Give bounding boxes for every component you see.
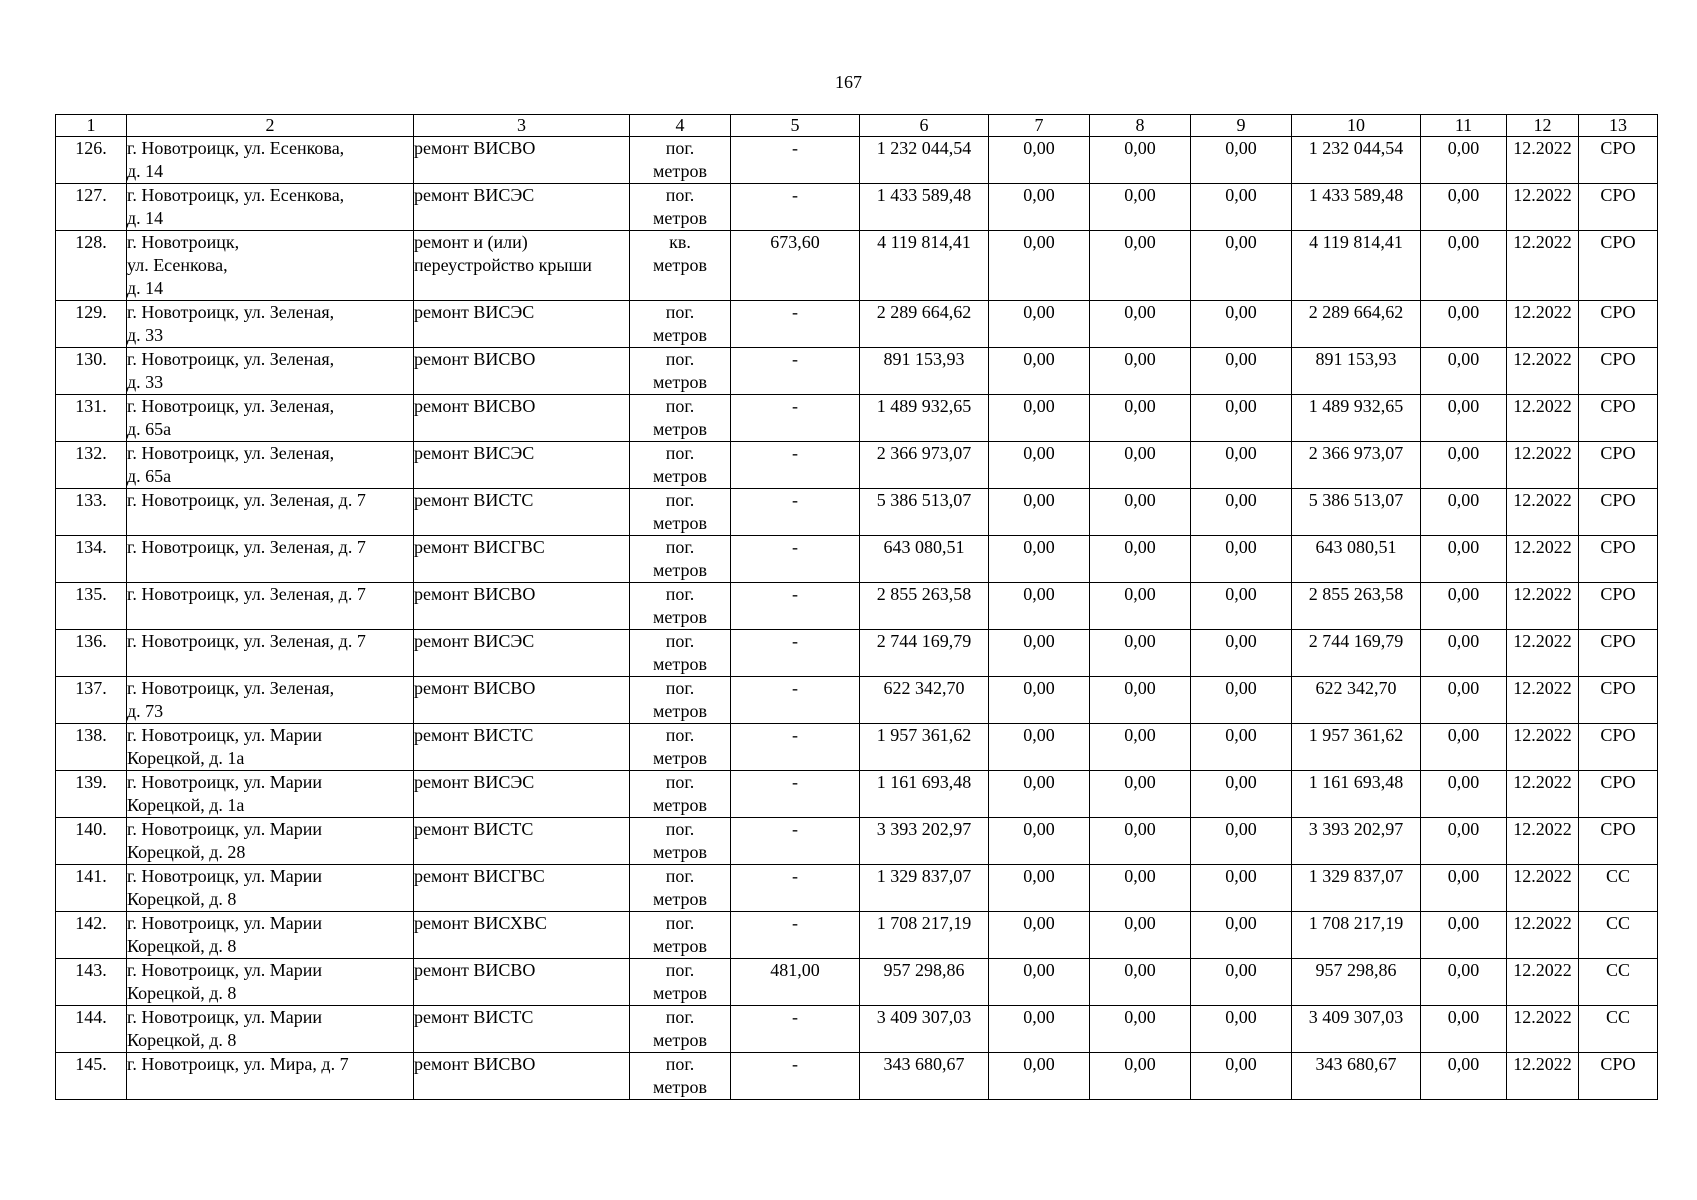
value-cell: 0,00	[1421, 677, 1507, 724]
value-cell: 0,00	[989, 630, 1090, 677]
table-row	[56, 724, 1658, 771]
value-cell: 0,00	[989, 771, 1090, 818]
value-cell: 0,00	[1191, 630, 1292, 677]
column-header: 4	[630, 115, 731, 137]
value-cell: 0,00	[1421, 442, 1507, 489]
value-cell: 0,00	[1191, 724, 1292, 771]
value-cell: 0,00	[1090, 677, 1191, 724]
cost-cell: 891 153,93	[1292, 348, 1421, 395]
address-cell: г. Новотроицк, ул. Марии Корецкой, д. 8	[127, 865, 414, 912]
value-cell: 0,00	[1191, 184, 1292, 231]
value-cell: 0,00	[1421, 630, 1507, 677]
value-cell: 0,00	[989, 184, 1090, 231]
deadline-cell: 12.2022	[1507, 630, 1579, 677]
value-cell: 0,00	[989, 395, 1090, 442]
value-cell: 0,00	[989, 348, 1090, 395]
value-cell: 0,00	[1191, 677, 1292, 724]
deadline-cell: 12.2022	[1507, 959, 1579, 1006]
work-type-cell: ремонт ВИСВО	[414, 677, 630, 724]
cost-cell: 622 342,70	[1292, 677, 1421, 724]
cost-cell: 2 366 973,07	[1292, 442, 1421, 489]
work-type-cell: ремонт ВИСТС	[414, 724, 630, 771]
value-cell: 0,00	[1090, 818, 1191, 865]
total-cost-cell: 2 744 169,79	[860, 630, 989, 677]
value-cell: 0,00	[1090, 137, 1191, 184]
value-cell: 0,00	[1421, 724, 1507, 771]
value-cell: 0,00	[989, 1053, 1090, 1100]
method-cell: СРО	[1579, 677, 1658, 724]
unit-cell: кв. метров	[630, 231, 731, 301]
total-cost-cell: 1 957 361,62	[860, 724, 989, 771]
value-cell: 0,00	[1090, 912, 1191, 959]
value-cell: 0,00	[989, 231, 1090, 301]
method-cell: СРО	[1579, 818, 1658, 865]
value-cell: 0,00	[1191, 137, 1292, 184]
table-row	[56, 630, 1658, 677]
table-row	[56, 959, 1658, 1006]
value-cell: 0,00	[989, 959, 1090, 1006]
column-header: 2	[127, 115, 414, 137]
total-cost-cell: 3 393 202,97	[860, 818, 989, 865]
volume-cell: -	[731, 583, 860, 630]
value-cell: 0,00	[1421, 865, 1507, 912]
unit-cell: пог. метров	[630, 677, 731, 724]
value-cell: 0,00	[989, 677, 1090, 724]
value-cell: 0,00	[1191, 536, 1292, 583]
total-cost-cell: 1 433 589,48	[860, 184, 989, 231]
column-header: 7	[989, 115, 1090, 137]
page-number: 167	[835, 72, 862, 92]
row-number: 131.	[56, 395, 127, 442]
table-row	[56, 536, 1658, 583]
row-number: 140.	[56, 818, 127, 865]
total-cost-cell: 1 161 693,48	[860, 771, 989, 818]
value-cell: 0,00	[1421, 395, 1507, 442]
table-row	[56, 771, 1658, 818]
volume-cell: -	[731, 865, 860, 912]
value-cell: 0,00	[1191, 231, 1292, 301]
total-cost-cell: 2 289 664,62	[860, 301, 989, 348]
work-type-cell: ремонт ВИСТС	[414, 489, 630, 536]
row-number: 127.	[56, 184, 127, 231]
cost-cell: 5 386 513,07	[1292, 489, 1421, 536]
method-cell: СРО	[1579, 630, 1658, 677]
unit-cell: пог. метров	[630, 771, 731, 818]
cost-cell: 4 119 814,41	[1292, 231, 1421, 301]
address-cell: г. Новотроицк, ул. Зеленая, д. 65а	[127, 395, 414, 442]
deadline-cell: 12.2022	[1507, 583, 1579, 630]
table-row	[56, 442, 1658, 489]
work-type-cell: ремонт ВИСЭС	[414, 442, 630, 489]
value-cell: 0,00	[1090, 724, 1191, 771]
deadline-cell: 12.2022	[1507, 348, 1579, 395]
work-type-cell: ремонт ВИСХВС	[414, 912, 630, 959]
method-cell: СРО	[1579, 536, 1658, 583]
method-cell: СС	[1579, 865, 1658, 912]
unit-cell: пог. метров	[630, 959, 731, 1006]
method-cell: СРО	[1579, 724, 1658, 771]
unit-cell: пог. метров	[630, 912, 731, 959]
address-cell: г. Новотроицк, ул. Марии Корецкой, д. 8	[127, 959, 414, 1006]
value-cell: 0,00	[1421, 818, 1507, 865]
cost-cell: 2 289 664,62	[1292, 301, 1421, 348]
value-cell: 0,00	[1191, 959, 1292, 1006]
table-row	[56, 677, 1658, 724]
deadline-cell: 12.2022	[1507, 137, 1579, 184]
deadline-cell: 12.2022	[1507, 489, 1579, 536]
work-type-cell: ремонт ВИСТС	[414, 1006, 630, 1053]
cost-cell: 1 957 361,62	[1292, 724, 1421, 771]
work-type-cell: ремонт ВИСТС	[414, 818, 630, 865]
column-number-row	[56, 115, 1658, 137]
value-cell: 0,00	[989, 912, 1090, 959]
total-cost-cell: 2 855 263,58	[860, 583, 989, 630]
volume-cell: -	[731, 348, 860, 395]
value-cell: 0,00	[1191, 583, 1292, 630]
volume-cell: -	[731, 1006, 860, 1053]
cost-cell: 1 708 217,19	[1292, 912, 1421, 959]
column-header: 10	[1292, 115, 1421, 137]
unit-cell: пог. метров	[630, 301, 731, 348]
row-number: 126.	[56, 137, 127, 184]
value-cell: 0,00	[1090, 771, 1191, 818]
value-cell: 0,00	[1191, 1053, 1292, 1100]
unit-cell: пог. метров	[630, 395, 731, 442]
value-cell: 0,00	[989, 301, 1090, 348]
value-cell: 0,00	[1191, 348, 1292, 395]
value-cell: 0,00	[1191, 818, 1292, 865]
work-type-cell: ремонт ВИСВО	[414, 583, 630, 630]
row-number: 132.	[56, 442, 127, 489]
address-cell: г. Новотроицк, ул. Зеленая, д. 73	[127, 677, 414, 724]
value-cell: 0,00	[989, 865, 1090, 912]
total-cost-cell: 891 153,93	[860, 348, 989, 395]
work-type-cell: ремонт ВИСЭС	[414, 184, 630, 231]
unit-cell: пог. метров	[630, 536, 731, 583]
address-cell: г. Новотроицк, ул. Зеленая, д. 7	[127, 583, 414, 630]
volume-cell: -	[731, 677, 860, 724]
volume-cell: -	[731, 442, 860, 489]
unit-cell: пог. метров	[630, 724, 731, 771]
method-cell: СС	[1579, 1006, 1658, 1053]
work-type-cell: ремонт ВИСГВС	[414, 865, 630, 912]
deadline-cell: 12.2022	[1507, 818, 1579, 865]
total-cost-cell: 1 489 932,65	[860, 395, 989, 442]
row-number: 128.	[56, 231, 127, 301]
volume-cell: -	[731, 771, 860, 818]
table-row	[56, 231, 1658, 301]
row-number: 136.	[56, 630, 127, 677]
row-number: 129.	[56, 301, 127, 348]
value-cell: 0,00	[1421, 583, 1507, 630]
cost-cell: 643 080,51	[1292, 536, 1421, 583]
cost-cell: 343 680,67	[1292, 1053, 1421, 1100]
cost-cell: 1 489 932,65	[1292, 395, 1421, 442]
value-cell: 0,00	[1090, 442, 1191, 489]
value-cell: 0,00	[989, 536, 1090, 583]
value-cell: 0,00	[1090, 583, 1191, 630]
table-row	[56, 489, 1658, 536]
table-header	[56, 115, 1658, 137]
value-cell: 0,00	[1090, 630, 1191, 677]
deadline-cell: 12.2022	[1507, 912, 1579, 959]
column-header: 8	[1090, 115, 1191, 137]
value-cell: 0,00	[1191, 301, 1292, 348]
value-cell: 0,00	[989, 137, 1090, 184]
row-number: 135.	[56, 583, 127, 630]
unit-cell: пог. метров	[630, 442, 731, 489]
row-number: 143.	[56, 959, 127, 1006]
total-cost-cell: 3 409 307,03	[860, 1006, 989, 1053]
row-number: 144.	[56, 1006, 127, 1053]
value-cell: 0,00	[1421, 1006, 1507, 1053]
total-cost-cell: 5 386 513,07	[860, 489, 989, 536]
unit-cell: пог. метров	[630, 583, 731, 630]
method-cell: СРО	[1579, 231, 1658, 301]
value-cell: 0,00	[1191, 395, 1292, 442]
cost-cell: 1 329 837,07	[1292, 865, 1421, 912]
deadline-cell: 12.2022	[1507, 865, 1579, 912]
address-cell: г. Новотроицк, ул. Марии Корецкой, д. 8	[127, 1006, 414, 1053]
volume-cell: -	[731, 724, 860, 771]
method-cell: СРО	[1579, 395, 1658, 442]
value-cell: 0,00	[1191, 865, 1292, 912]
value-cell: 0,00	[1090, 231, 1191, 301]
table-row	[56, 301, 1658, 348]
address-cell: г. Новотроицк, ул. Марии Корецкой, д. 1а	[127, 771, 414, 818]
address-cell: г. Новотроицк, ул. Есенкова, д. 14	[127, 137, 414, 184]
column-header: 12	[1507, 115, 1579, 137]
address-cell: г. Новотроицк, ул. Зеленая, д. 65а	[127, 442, 414, 489]
address-cell: г. Новотроицк, ул. Зеленая, д. 7	[127, 489, 414, 536]
value-cell: 0,00	[1421, 184, 1507, 231]
column-header: 1	[56, 115, 127, 137]
volume-cell: -	[731, 912, 860, 959]
unit-cell: пог. метров	[630, 818, 731, 865]
value-cell: 0,00	[1421, 1053, 1507, 1100]
deadline-cell: 12.2022	[1507, 301, 1579, 348]
table-row	[56, 1053, 1658, 1100]
value-cell: 0,00	[1090, 959, 1191, 1006]
volume-cell: 481,00	[731, 959, 860, 1006]
address-cell: г. Новотроицк, ул. Есенкова, д. 14	[127, 231, 414, 301]
deadline-cell: 12.2022	[1507, 1006, 1579, 1053]
unit-cell: пог. метров	[630, 184, 731, 231]
method-cell: СРО	[1579, 184, 1658, 231]
table-row	[56, 865, 1658, 912]
value-cell: 0,00	[1090, 489, 1191, 536]
row-number: 142.	[56, 912, 127, 959]
row-number: 141.	[56, 865, 127, 912]
unit-cell: пог. метров	[630, 865, 731, 912]
unit-cell: пог. метров	[630, 630, 731, 677]
cost-cell: 3 393 202,97	[1292, 818, 1421, 865]
address-cell: г. Новотроицк, ул. Марии Корецкой, д. 28	[127, 818, 414, 865]
work-type-cell: ремонт и (или) переустройство крыши	[414, 231, 630, 301]
value-cell: 0,00	[1421, 912, 1507, 959]
cost-cell: 1 232 044,54	[1292, 137, 1421, 184]
work-type-cell: ремонт ВИСЭС	[414, 630, 630, 677]
address-cell: г. Новотроицк, ул. Марии Корецкой, д. 8	[127, 912, 414, 959]
value-cell: 0,00	[1421, 231, 1507, 301]
value-cell: 0,00	[1090, 536, 1191, 583]
total-cost-cell: 957 298,86	[860, 959, 989, 1006]
value-cell: 0,00	[1090, 348, 1191, 395]
cost-cell: 2 855 263,58	[1292, 583, 1421, 630]
total-cost-cell: 1 329 837,07	[860, 865, 989, 912]
value-cell: 0,00	[1421, 489, 1507, 536]
deadline-cell: 12.2022	[1507, 184, 1579, 231]
volume-cell: 673,60	[731, 231, 860, 301]
value-cell: 0,00	[1191, 442, 1292, 489]
value-cell: 0,00	[1421, 301, 1507, 348]
column-header: 6	[860, 115, 989, 137]
method-cell: СРО	[1579, 301, 1658, 348]
table-body	[56, 137, 1658, 1100]
deadline-cell: 12.2022	[1507, 442, 1579, 489]
row-number: 137.	[56, 677, 127, 724]
method-cell: СС	[1579, 912, 1658, 959]
cost-cell: 957 298,86	[1292, 959, 1421, 1006]
deadline-cell: 12.2022	[1507, 1053, 1579, 1100]
work-type-cell: ремонт ВИСГВС	[414, 536, 630, 583]
table-row	[56, 1006, 1658, 1053]
address-cell: г. Новотроицк, ул. Зеленая, д. 7	[127, 536, 414, 583]
work-type-cell: ремонт ВИСВО	[414, 959, 630, 1006]
deadline-cell: 12.2022	[1507, 536, 1579, 583]
method-cell: СРО	[1579, 137, 1658, 184]
deadline-cell: 12.2022	[1507, 395, 1579, 442]
value-cell: 0,00	[989, 489, 1090, 536]
value-cell: 0,00	[989, 1006, 1090, 1053]
value-cell: 0,00	[989, 442, 1090, 489]
row-number: 138.	[56, 724, 127, 771]
deadline-cell: 12.2022	[1507, 231, 1579, 301]
value-cell: 0,00	[1421, 959, 1507, 1006]
value-cell: 0,00	[1421, 137, 1507, 184]
volume-cell: -	[731, 395, 860, 442]
volume-cell: -	[731, 301, 860, 348]
total-cost-cell: 343 680,67	[860, 1053, 989, 1100]
cost-cell: 2 744 169,79	[1292, 630, 1421, 677]
total-cost-cell: 2 366 973,07	[860, 442, 989, 489]
total-cost-cell: 1 232 044,54	[860, 137, 989, 184]
value-cell: 0,00	[1090, 1053, 1191, 1100]
table-row	[56, 184, 1658, 231]
value-cell: 0,00	[1191, 1006, 1292, 1053]
value-cell: 0,00	[989, 583, 1090, 630]
volume-cell: -	[731, 489, 860, 536]
cost-cell: 1 161 693,48	[1292, 771, 1421, 818]
value-cell: 0,00	[1090, 1006, 1191, 1053]
deadline-cell: 12.2022	[1507, 724, 1579, 771]
column-header: 3	[414, 115, 630, 137]
total-cost-cell: 622 342,70	[860, 677, 989, 724]
unit-cell: пог. метров	[630, 1006, 731, 1053]
work-type-cell: ремонт ВИСЭС	[414, 771, 630, 818]
table-row	[56, 818, 1658, 865]
address-cell: г. Новотроицк, ул. Мира, д. 7	[127, 1053, 414, 1100]
row-number: 133.	[56, 489, 127, 536]
table-row	[56, 912, 1658, 959]
volume-cell: -	[731, 184, 860, 231]
volume-cell: -	[731, 536, 860, 583]
value-cell: 0,00	[989, 818, 1090, 865]
method-cell: СРО	[1579, 489, 1658, 536]
method-cell: СРО	[1579, 442, 1658, 489]
address-cell: г. Новотроицк, ул. Зеленая, д. 7	[127, 630, 414, 677]
work-type-cell: ремонт ВИСЭС	[414, 301, 630, 348]
column-header: 11	[1421, 115, 1507, 137]
value-cell: 0,00	[1421, 536, 1507, 583]
table-row	[56, 348, 1658, 395]
work-type-cell: ремонт ВИСВО	[414, 395, 630, 442]
method-cell: СРО	[1579, 1053, 1658, 1100]
value-cell: 0,00	[1191, 912, 1292, 959]
address-cell: г. Новотроицк, ул. Зеленая, д. 33	[127, 301, 414, 348]
volume-cell: -	[731, 630, 860, 677]
table-row	[56, 395, 1658, 442]
unit-cell: пог. метров	[630, 489, 731, 536]
cost-cell: 1 433 589,48	[1292, 184, 1421, 231]
value-cell: 0,00	[989, 724, 1090, 771]
value-cell: 0,00	[1421, 771, 1507, 818]
method-cell: СРО	[1579, 771, 1658, 818]
cost-cell: 3 409 307,03	[1292, 1006, 1421, 1053]
row-number: 130.	[56, 348, 127, 395]
method-cell: СРО	[1579, 583, 1658, 630]
column-header: 9	[1191, 115, 1292, 137]
unit-cell: пог. метров	[630, 1053, 731, 1100]
column-header: 5	[731, 115, 860, 137]
row-number: 134.	[56, 536, 127, 583]
table-row	[56, 137, 1658, 184]
volume-cell: -	[731, 137, 860, 184]
deadline-cell: 12.2022	[1507, 771, 1579, 818]
work-type-cell: ремонт ВИСВО	[414, 1053, 630, 1100]
value-cell: 0,00	[1191, 771, 1292, 818]
value-cell: 0,00	[1090, 865, 1191, 912]
table-row	[56, 583, 1658, 630]
total-cost-cell: 643 080,51	[860, 536, 989, 583]
method-cell: СРО	[1579, 348, 1658, 395]
row-number: 145.	[56, 1053, 127, 1100]
value-cell: 0,00	[1090, 301, 1191, 348]
work-type-cell: ремонт ВИСВО	[414, 348, 630, 395]
volume-cell: -	[731, 818, 860, 865]
address-cell: г. Новотроицк, ул. Есенкова, д. 14	[127, 184, 414, 231]
unit-cell: пог. метров	[630, 348, 731, 395]
address-cell: г. Новотроицк, ул. Зеленая, д. 33	[127, 348, 414, 395]
repair-schedule-table	[55, 114, 1658, 1100]
volume-cell: -	[731, 1053, 860, 1100]
value-cell: 0,00	[1421, 348, 1507, 395]
value-cell: 0,00	[1090, 395, 1191, 442]
unit-cell: пог. метров	[630, 137, 731, 184]
deadline-cell: 12.2022	[1507, 677, 1579, 724]
value-cell: 0,00	[1090, 184, 1191, 231]
column-header: 13	[1579, 115, 1658, 137]
total-cost-cell: 4 119 814,41	[860, 231, 989, 301]
value-cell: 0,00	[1191, 489, 1292, 536]
work-type-cell: ремонт ВИСВО	[414, 137, 630, 184]
row-number: 139.	[56, 771, 127, 818]
total-cost-cell: 1 708 217,19	[860, 912, 989, 959]
method-cell: СС	[1579, 959, 1658, 1006]
address-cell: г. Новотроицк, ул. Марии Корецкой, д. 1а	[127, 724, 414, 771]
